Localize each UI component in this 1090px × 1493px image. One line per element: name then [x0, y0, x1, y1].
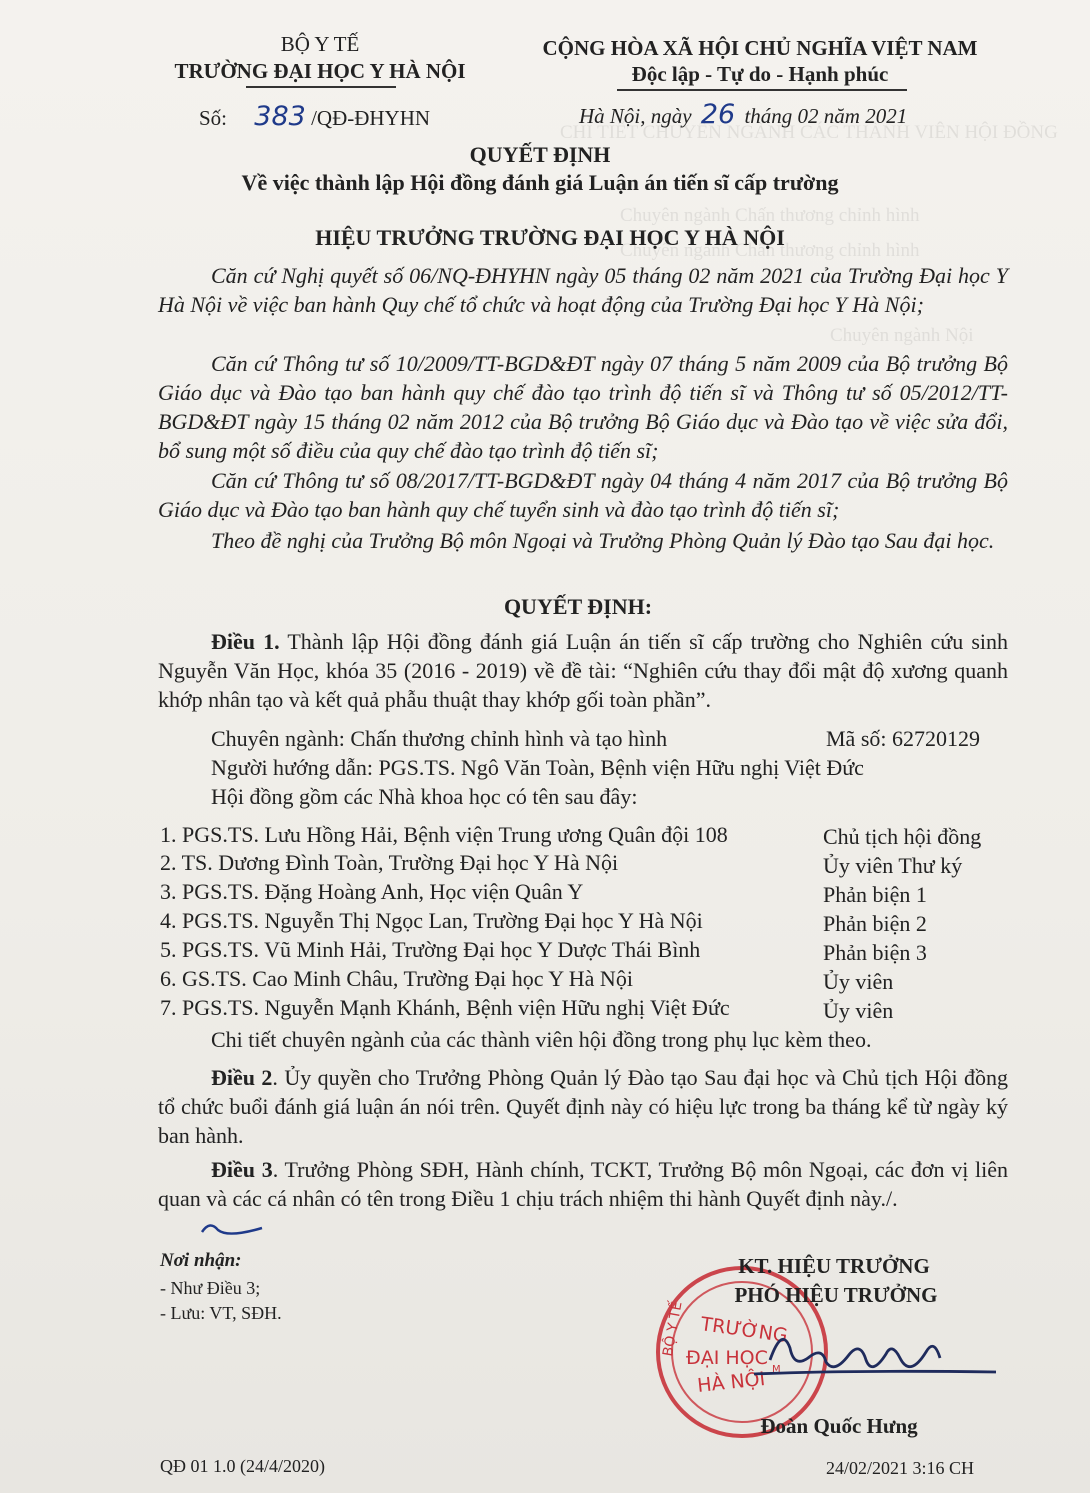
- document-page: CHI TIẾT CHUYÊN NGÀNH CÁC THÀNH VIÊN HỘI ĐỒNG Chuyên ngành Chấn thương chỉnh hình Chuyên ngành Chấn thương chỉnh hình Chuyên ngành Nội BỘ Y TẾ TRƯỜNG ĐẠI HỌC Y HÀ NỘI Số: 383 /QĐ-ĐHYHN CỘNG HÒA XÃ HỘI CHỦ NGHĨA VIỆT NAM Độc lập - Tự do - Hạnh phúc Hà Nội, ngày 26 tháng 02 năm 2021 QUYẾT ĐỊNH Về việc thành lập Hội đồng đánh giá Luận án tiến sĩ cấp trường HIỆU TRƯỞNG TRƯỜNG ĐẠI HỌC Y HÀ NỘI Căn cứ Nghị quyết số 06/NQ-ĐHYHN ngày 05 tháng 02 năm 2021 của Trường Đại học Y Hà Nội về việc ban hành Quy chế tổ chức và hoạt động của Trường Đại học Y Hà Nội; Căn cứ Thông tư số 10/2009/TT-BGD&ĐT ngày 07 tháng 5 năm 2009 của Bộ trưởng Bộ Giáo dục và Đào tạo ban hành quy chế đào tạo trình độ tiến sĩ và Thông tư số 05/2012/TT-BGD&ĐT ngày 15 tháng 02 năm 2012 của Bộ trưởng Bộ Giáo dục và Đào tạo về việc sửa đổi, bổ sung một số điều của quy chế đào tạo trình độ tiến sĩ; Căn cứ Thông tư số 08/2017/TT-BGD&ĐT ngày 04 tháng 4 năm 2017 của Bộ trưởng Bộ Giáo dục và Đào tạo ban hành quy chế tuyển sinh và đào tạo trình độ tiến sĩ; Theo đề nghị của Trưởng Bộ môn Ngoại và Trưởng Phòng Quản lý Đào tạo Sau đại học. QUYẾT ĐỊNH: Điều 1. Thành lập Hội đồng đánh giá Luận án tiến sĩ cấp trường cho Nghiên cứu sinh Nguyễn Văn Học, khóa 35 (2016 - 2019) về đề tài: “Nghiên cứu thay đổi mật độ xương quanh khớp nhân tạo và kết quả phẫu thuật thay khớp gối toàn phần”. Chuyên ngành: Chấn thương chỉnh hình và tạo hình Mã số: 62720129 Người hướng dẫn: PGS.TS. Ngô Văn Toàn, Bệnh viện Hữu nghị Việt Đức Hội đồng gồm các Nhà khoa học có tên sau đây: 1. PGS.TS. Lưu Hồng Hải, Bệnh viện Trung ương Quân đội 108 Chủ tịch hội đồng 2. TS. Dương Đình Toàn, Trường Đại học Y Hà Nội Ủy viên Thư ký 3. PGS.TS. Đặng Hoàng Anh, Học viện Quân Y Phản biện 1 4. PGS.TS. Nguyễn Thị Ngọc Lan, Trường Đại học Y Hà Nội Phản biện 2 5. PGS.TS. Vũ Minh Hải, Trường Đại học Y Dược Thái Bình Phản biện 3 6. GS.TS. Cao Minh Châu, Trường Đại học Y Hà Nội Ủy viên 7. PGS.TS. Nguyễn Mạnh Khánh, Bệnh viện Hữu nghị Việt Đức Ủy viên Chi tiết chuyên ngành của các thành viên hội đồng trong phụ lục kèm theo. Điều 2. Ủy quyền cho Trưởng Phòng Quản lý Đào tạo Sau đại học và Chủ tịch Hội đồng tổ chức buổi đánh giá luận án nói trên. Quyết định này có hiệu lực trong ba tháng kể từ ngày ký ban hành. Điều 3. Trưởng Phòng SĐH, Hành chính, TCKT, Trưởng Bộ môn Ngoại, các đơn vị liên quan và các cá nhân có tên trong Điều 1 chịu trách nhiệm thi hành Quyết định này./. Nơi nhận: - Như Điều 3; - Lưu: VT, SĐH. BỘ Y TẾ TRƯỜNG ĐẠI HỌC HÀ NỘI M KT. HIỆU TRƯỞNG PHÓ HIỆU TRƯỞNG Đoàn Quốc Hưng QĐ 01 1.0 (24/4/2020) 24/02/2021 3:16 CH: [0, 0, 1090, 1493]
- republic-title: CỘNG HÒA XÃ HỘI CHỦ NGHĨA VIỆT NAM: [542, 36, 978, 60]
- article-1: [158, 627, 1008, 714]
- article-1-text: Thành lập Hội đồng đánh giá Luận án tiến sĩ cấp trường cho Nghiên cứu sinh Nguyễn Văn Học, khóa 35 (2016 - 2019) về đề tài: “Nghiên cứu thay đổi mật độ xương quanh khớp nhân tạo và kết quả phẫu thuật thay khớp gối toàn phần”.: [158, 629, 1008, 712]
- print-timestamp: 24/02/2021 3:16 CH: [826, 1458, 975, 1478]
- handwritten-signature: [730, 1318, 1010, 1398]
- number-prefix: Số:: [199, 106, 228, 130]
- recipient-2: - Lưu: VT, SĐH.: [160, 1303, 282, 1323]
- member-name-3: 3. PGS.TS. Đặng Hoàng Anh, Học viện Quân Y: [160, 879, 584, 904]
- document-number: [199, 101, 430, 132]
- member-role-6: Ủy viên: [823, 969, 894, 994]
- member-role-2: Ủy viên Thư ký: [823, 853, 963, 878]
- date-prefix: Hà Nội, ngày: [579, 104, 692, 128]
- date-day-handwritten: 26: [700, 99, 736, 130]
- article-2: [158, 1063, 1008, 1150]
- member-role-7: Ủy viên: [823, 998, 894, 1023]
- signature-title-1: KT. HIỆU TRƯỞNG: [738, 1254, 930, 1278]
- article-3-text: . Trưởng Phòng SĐH, Hành chính, TCKT, Trưởng Bộ môn Ngoại, các đơn vị liên quan và các cá nhân có tên trong Điều 1 chịu trách nhiệm thi hành Quyết định này./.: [158, 1157, 1008, 1211]
- header-underline-left: [246, 86, 396, 88]
- member-role-4: Phản biện 2: [823, 911, 927, 936]
- article-3-label: Điều 3: [211, 1157, 273, 1182]
- member-role-3: Phản biện 1: [823, 882, 927, 907]
- number-handwritten: 383: [254, 101, 306, 132]
- preamble-2: Căn cứ Thông tư số 10/2009/TT-BGD&ĐT ngày 07 tháng 5 năm 2009 của Bộ trưởng Bộ Giáo dục và Đào tạo ban hành quy chế đào tạo trình độ tiến sĩ và Thông tư số 05/2012/TT-BGD&ĐT ngày 15 tháng 02 năm 2012 của Bộ trưởng Bộ Giáo dục và Đào tạo về việc sửa đổi, bổ sung một số điều của quy chế đào tạo trình độ tiến sĩ;: [158, 351, 1008, 463]
- header-underline-right: [617, 89, 907, 91]
- council-intro: Hội đồng gồm các Nhà khoa học có tên sau đây:: [211, 784, 638, 809]
- document-subject: Về việc thành lập Hội đồng đánh giá Luận án tiến sĩ cấp trường: [241, 170, 839, 195]
- article-2-text: . Ủy quyền cho Trưởng Phòng Quản lý Đào tạo Sau đại học và Chủ tịch Hội đồng tổ chức buổi đánh giá luận án nói trên. Quyết định này có hiệu lực trong ba tháng kể từ ngày ký ban hành.: [158, 1065, 1009, 1148]
- svg-text:M: M: [772, 1364, 781, 1375]
- member-name-6: 6. GS.TS. Cao Minh Châu, Trường Đại học Y Hà Nội: [160, 966, 633, 991]
- preamble-4: Theo đề nghị của Trưởng Bộ môn Ngoại và Trưởng Phòng Quản lý Đào tạo Sau đại học.: [211, 528, 995, 553]
- preamble-3: Căn cứ Thông tư số 08/2017/TT-BGD&ĐT ngày 04 tháng 4 năm 2017 của Bộ trưởng Bộ Giáo dục và Đào tạo ban hành quy chế tuyển sinh và đào tạo trình độ tiến sĩ;: [158, 468, 1008, 522]
- ministry-name: BỘ Y TẾ: [280, 32, 360, 56]
- recipient-1: - Như Điều 3;: [160, 1278, 261, 1298]
- specialty: Chuyên ngành: Chấn thương chỉnh hình và tạo hình: [211, 726, 668, 751]
- svg-text:HÀ NỘI: HÀ NỘI: [696, 1367, 767, 1397]
- article-3: [158, 1155, 1008, 1213]
- article-1-label: Điều 1.: [211, 629, 280, 654]
- signature-title-2: PHÓ HIỆU TRƯỞNG: [734, 1283, 938, 1307]
- appendix-note: Chi tiết chuyên ngành của các thành viên hội đồng trong phụ lục kèm theo.: [211, 1027, 872, 1052]
- svg-text:ĐẠI HỌC: ĐẠI HỌC: [686, 1347, 768, 1369]
- article-2-label: Điều 2: [211, 1065, 273, 1090]
- pen-flourish: [198, 1212, 268, 1242]
- document-date: [579, 99, 907, 130]
- svg-text:BỘ Y TẾ: BỘ Y TẾ: [660, 1300, 686, 1358]
- member-name-5: 5. PGS.TS. Vũ Minh Hải, Trường Đại học Y Dược Thái Bình: [160, 937, 701, 962]
- national-motto: Độc lập - Tự do - Hạnh phúc: [631, 62, 889, 86]
- svg-text:TRƯỜNG: TRƯỜNG: [699, 1313, 789, 1348]
- member-name-4: 4. PGS.TS. Nguyễn Thị Ngọc Lan, Trường Đại học Y Hà Nội: [160, 908, 703, 933]
- form-code: QĐ 01 1.0 (24/4/2020): [160, 1456, 325, 1476]
- document-heading: QUYẾT ĐỊNH: [469, 142, 611, 167]
- member-name-1: 1. PGS.TS. Lưu Hồng Hải, Bệnh viện Trung ương Quân đội 108: [160, 822, 728, 847]
- member-role-1: Chủ tịch hội đồng: [823, 824, 982, 849]
- decision-heading: QUYẾT ĐỊNH:: [503, 594, 653, 619]
- supervisor: Người hướng dẫn: PGS.TS. Ngô Văn Toàn, Bệnh viện Hữu nghị Việt Đức: [211, 755, 864, 780]
- preamble-1: Căn cứ Nghị quyết số 06/NQ-ĐHYHN ngày 05 tháng 02 năm 2021 của Trường Đại học Y Hà Nội về việc ban hành Quy chế tổ chức và hoạt động của Trường Đại học Y Hà Nội;: [158, 263, 1008, 317]
- number-suffix: /QĐ-ĐHYHN: [311, 106, 431, 130]
- signer-name: Đoàn Quốc Hưng: [760, 1414, 918, 1438]
- issuer-title: HIỆU TRƯỞNG TRƯỜNG ĐẠI HỌC Y HÀ NỘI: [315, 225, 785, 250]
- date-suffix: tháng 02 năm 2021: [744, 104, 908, 128]
- member-name-7: 7. PGS.TS. Nguyễn Mạnh Khánh, Bệnh viện Hữu nghị Việt Đức: [160, 995, 730, 1020]
- recipients-title: Nơi nhận:: [160, 1250, 242, 1271]
- university-name: TRƯỜNG ĐẠI HỌC Y HÀ NỘI: [174, 59, 466, 83]
- specialty-code: Mã số: 62720129: [826, 726, 980, 751]
- member-name-2: 2. TS. Dương Đình Toàn, Trường Đại học Y Hà Nội: [160, 850, 619, 875]
- member-role-5: Phản biện 3: [823, 940, 927, 965]
